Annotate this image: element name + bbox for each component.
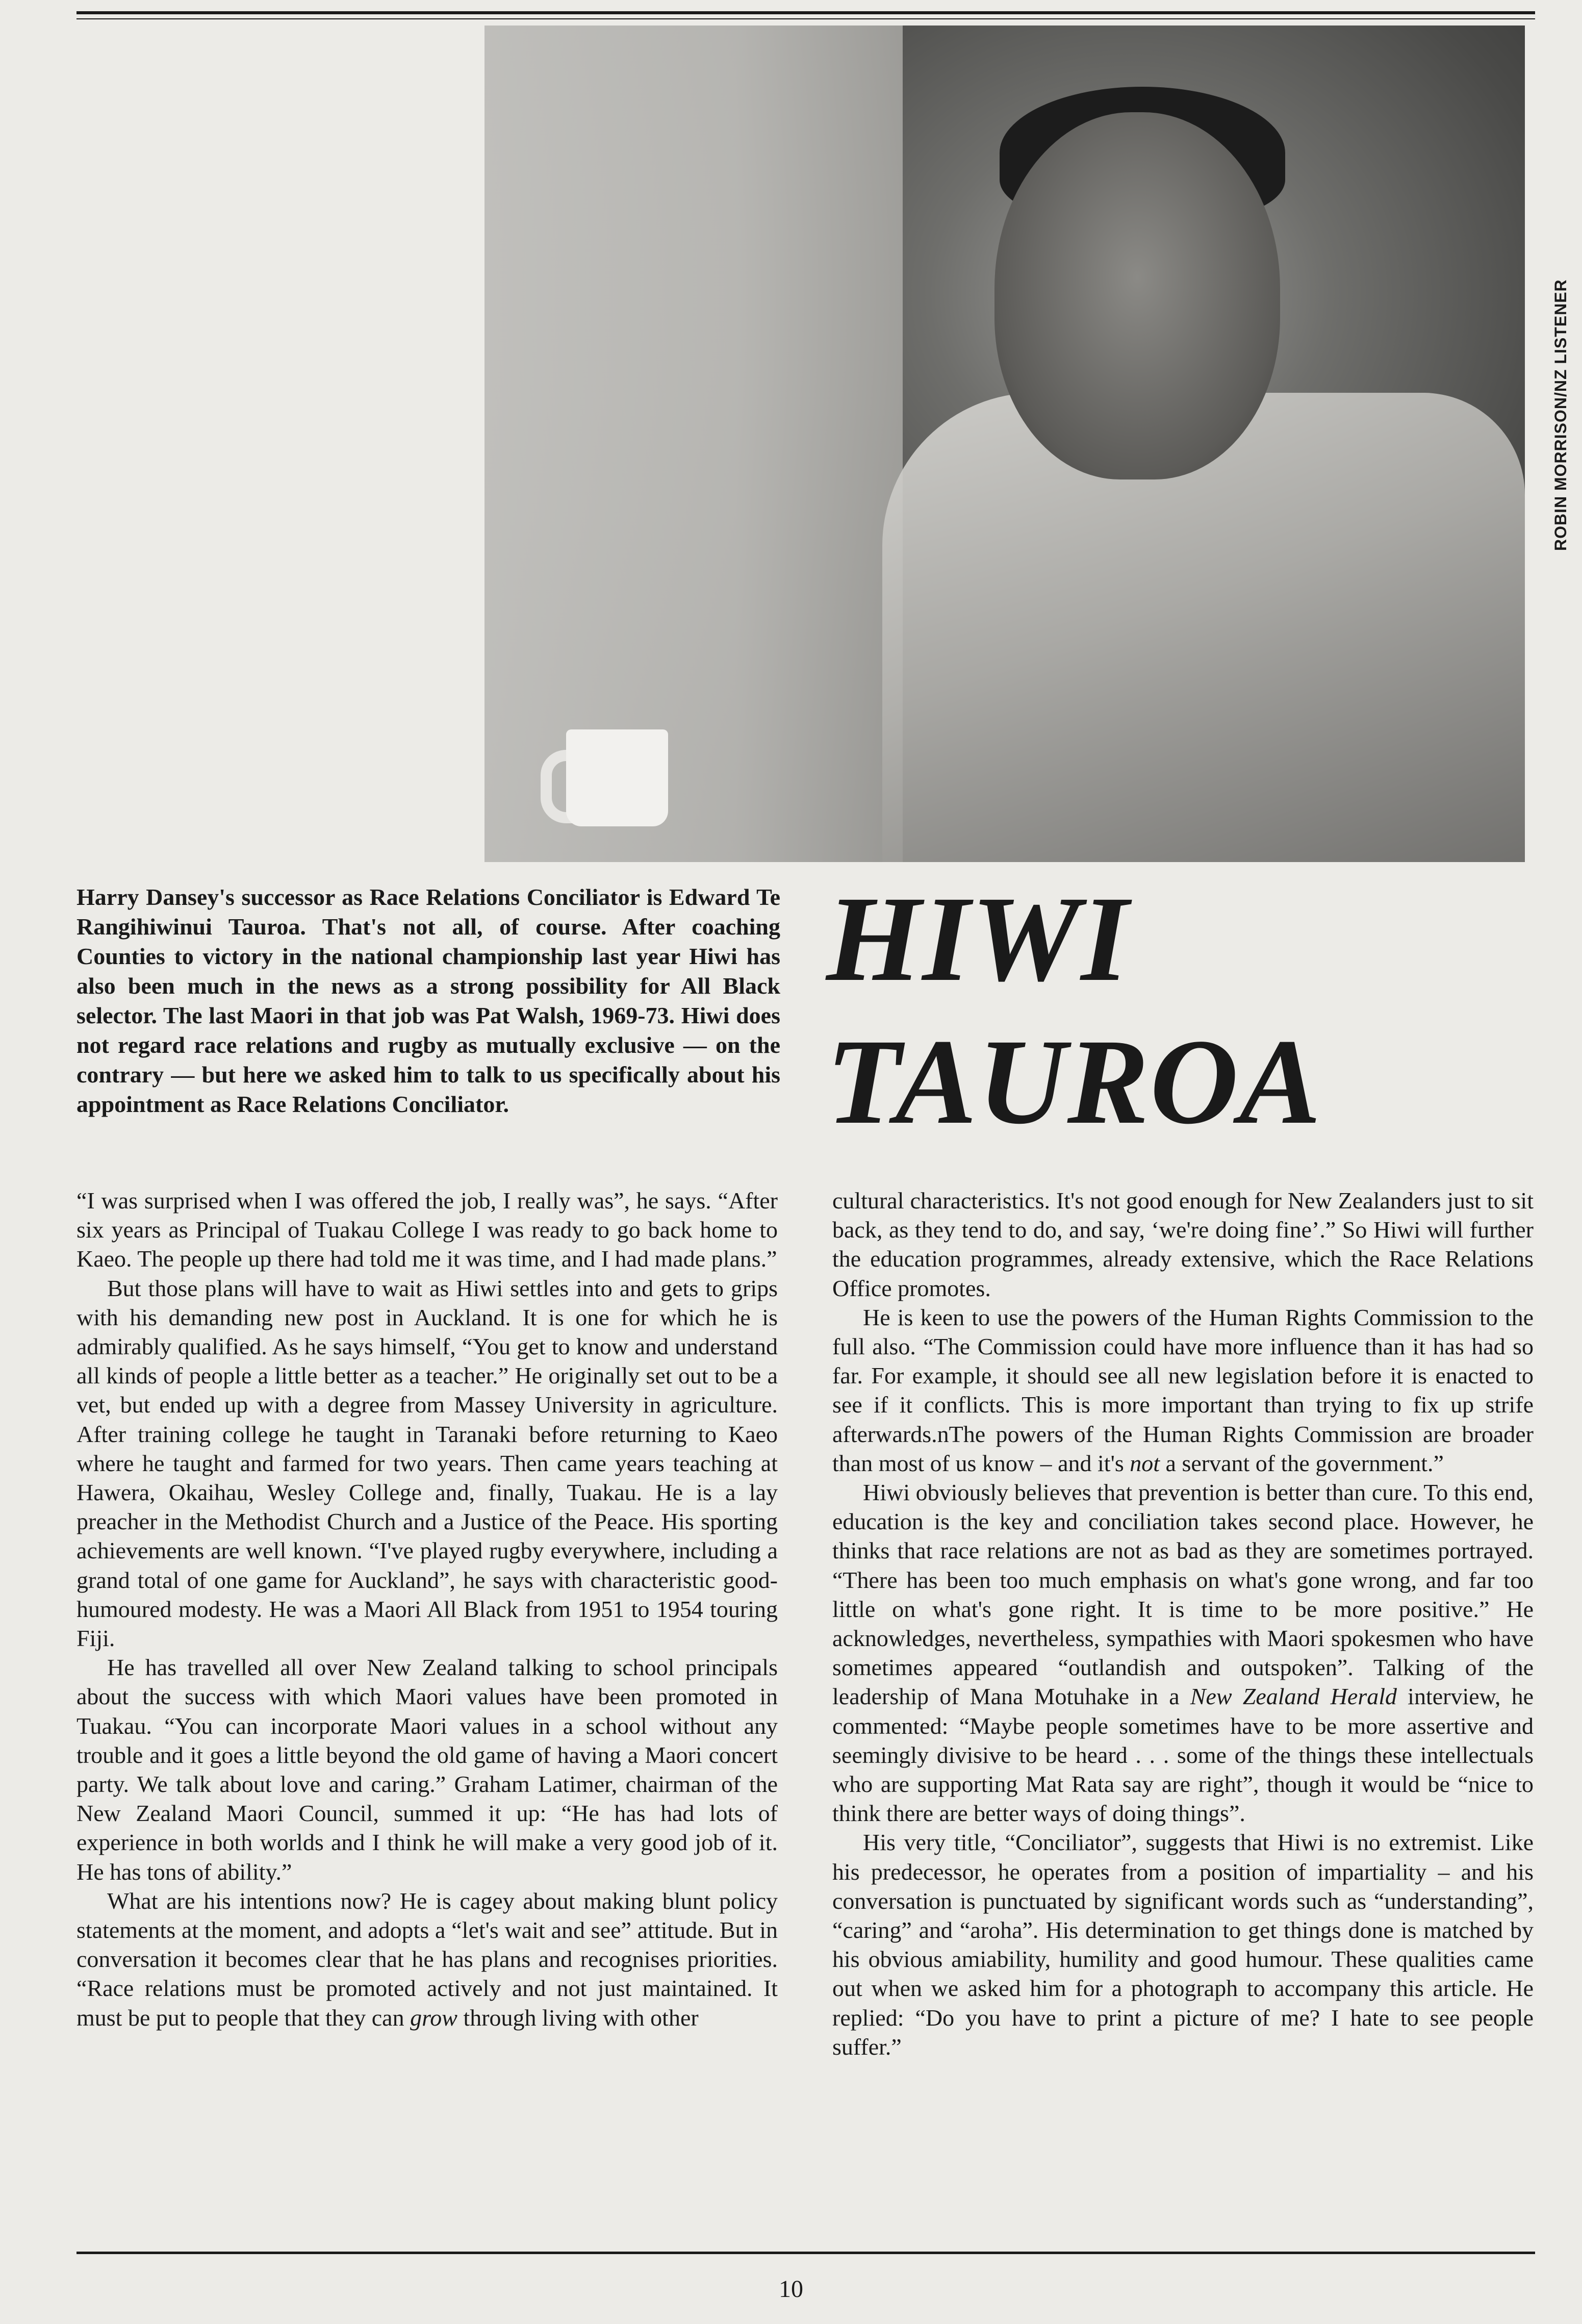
portrait-photo xyxy=(484,26,1525,862)
body-text: interview, he commented: “Maybe people sometimes have to be more assertive and seemingly divisive to be heard . . . some of the things these intellectuals who are supporting Mat Rata say are right”, though it would be “nice to think there are better ways of doing things”. xyxy=(832,1683,1534,1827)
photo-window-light xyxy=(484,26,903,862)
photo-cup xyxy=(566,729,668,826)
intro-paragraph: Harry Dansey's successor as Race Relations Conciliator is Edward Te Rangihiwinui Tauroa. That's not all, of course. After coaching Counties to victory in the national championship last year Hiwi has also been much in the news as a strong possibility for All Black selector. The last Maori in that job was Pat Walsh, 1969-73. Hiwi does not regard race relations and rugby as mutually exclusive — on the contrary — but here we asked him to talk to us specifically about his appointment as Race Relations Conciliator. xyxy=(76,884,780,1117)
headline-line-2: TAUROA xyxy=(826,1014,1322,1149)
body-paragraph xyxy=(832,1303,1534,1478)
body-text: through living with other xyxy=(457,2004,699,2031)
body-paragraph: “I was surprised when I was offered the job, I really was”, he says. “After six years as Principal of Tuakau College I was ready to go back home to Kaeo. The people up there had told me it was time, and I had made plans.” xyxy=(76,1188,778,1272)
emphasis-text: New Zealand Herald xyxy=(1190,1683,1397,1710)
body-column-left xyxy=(76,1186,778,2032)
body-text: What are his intentions now? He is cagey about making blunt policy statements at the moment, and adopts a “let's wait and see” attitude. But in conversation it becomes clear that he has plans and recognises priorities. “Race relations must be promoted actively and not just maintained. It must be put to people that they can xyxy=(76,1887,778,2031)
photo-head xyxy=(994,112,1280,479)
bottom-rule xyxy=(76,2252,1535,2254)
body-paragraph: cultural characteristics. It's not good enough for New Zealanders just to sit back, as they tend to do, and say, ‘we're doing fine’.” So Hiwi will further the education programmes, already extensive, which the Race Relations Office promotes. xyxy=(832,1188,1534,1301)
page-number: 10 xyxy=(779,2276,803,2303)
body-column-right xyxy=(832,1186,1534,2061)
headline xyxy=(826,867,1438,1153)
body-paragraph: He has travelled all over New Zealand talking to school principals about the success with which Maori values have been promoted in Tuakau. “You can incorporate Maori values in a school without any trouble and it goes a little beyond the old game of having a Maori concert party. We talk about love and caring.” Graham Latimer, chairman of the New Zealand Maori Council, summed it up: “He has had lots of experience in both worlds and I think he will make a very good job of it. He has tons of ability.” xyxy=(76,1654,778,1885)
body-text: Hiwi obviously believes that prevention is better than cure. To this end, education is the key and conciliation takes second place. However, he thinks that race relations are not as bad as they are sometimes portrayed. “There has been too much emphasis on what's gone wrong, and far too little on what's gone right. It is time to be more positive.” He acknowledges, nevertheless, sympathies with Maori spokesmen who have sometimes appeared “outlandish and outspoken”. Talking of the leadership of Mana Motuhake in a xyxy=(832,1479,1534,1710)
emphasis-text: not xyxy=(1130,1450,1160,1476)
body-text: He is keen to use the powers of the Human Rights Commission to the full also. “The Commission could have more influence than it has had so far. For example, it should see all new legislation before it is enacted to see if it conflicts. This is more important than trying to fix up strife afterwards.nThe powers of the Human Rights Commission are broader than most of us know – and it's xyxy=(832,1304,1534,1476)
headline-line-1: HIWI xyxy=(826,871,1130,1006)
body-text: a servant of the government.” xyxy=(1160,1450,1444,1476)
top-rule-thin xyxy=(76,18,1535,19)
emphasis-text: grow xyxy=(410,2004,457,2031)
body-paragraph: But those plans will have to wait as Hiwi settles into and gets to grips with his demanding new post in Auckland. It is one for which he is admirably qualified. As he says himself, “You get to know and understand all kinds of people a little better as a teacher.” He originally set out to be a vet, but ended up with a degree from Massey University in agriculture. After training college he taught in Taranaki before returning to Kaeo where he taught and farmed for two years. Then came years teaching at Hawera, Okaihau, Wesley College and, finally, Tuakau. He is a lay preacher in the Methodist Church and a Justice of the Peace. His sporting achievements are well known. “I've played rugby everywhere, including a grand total of one game for Auckland”, he says with characteristic good-humoured modesty. He was a Maori All Black from 1951 to 1954 touring Fiji. xyxy=(76,1275,778,1652)
photo-credit: ROBIN MORRISON/NZ LISTENER xyxy=(1551,279,1570,551)
body-paragraph xyxy=(76,1886,778,2032)
body-paragraph: His very title, “Conciliator”, suggests that Hiwi is no extremist. Like his predecessor, he operates from a position of impartiality – and his conversation is punctuated by significant words such as “understanding”, “caring” and “aroha”. His determination to get things done is matched by his obvious amiability, humility and good humour. These qualities came out when we asked him for a photograph to accompany this article. He replied: “Do you have to print a picture of me? I hate to see people suffer.” xyxy=(832,1829,1534,2060)
body-paragraph xyxy=(832,1478,1534,1828)
top-rule xyxy=(76,11,1535,14)
